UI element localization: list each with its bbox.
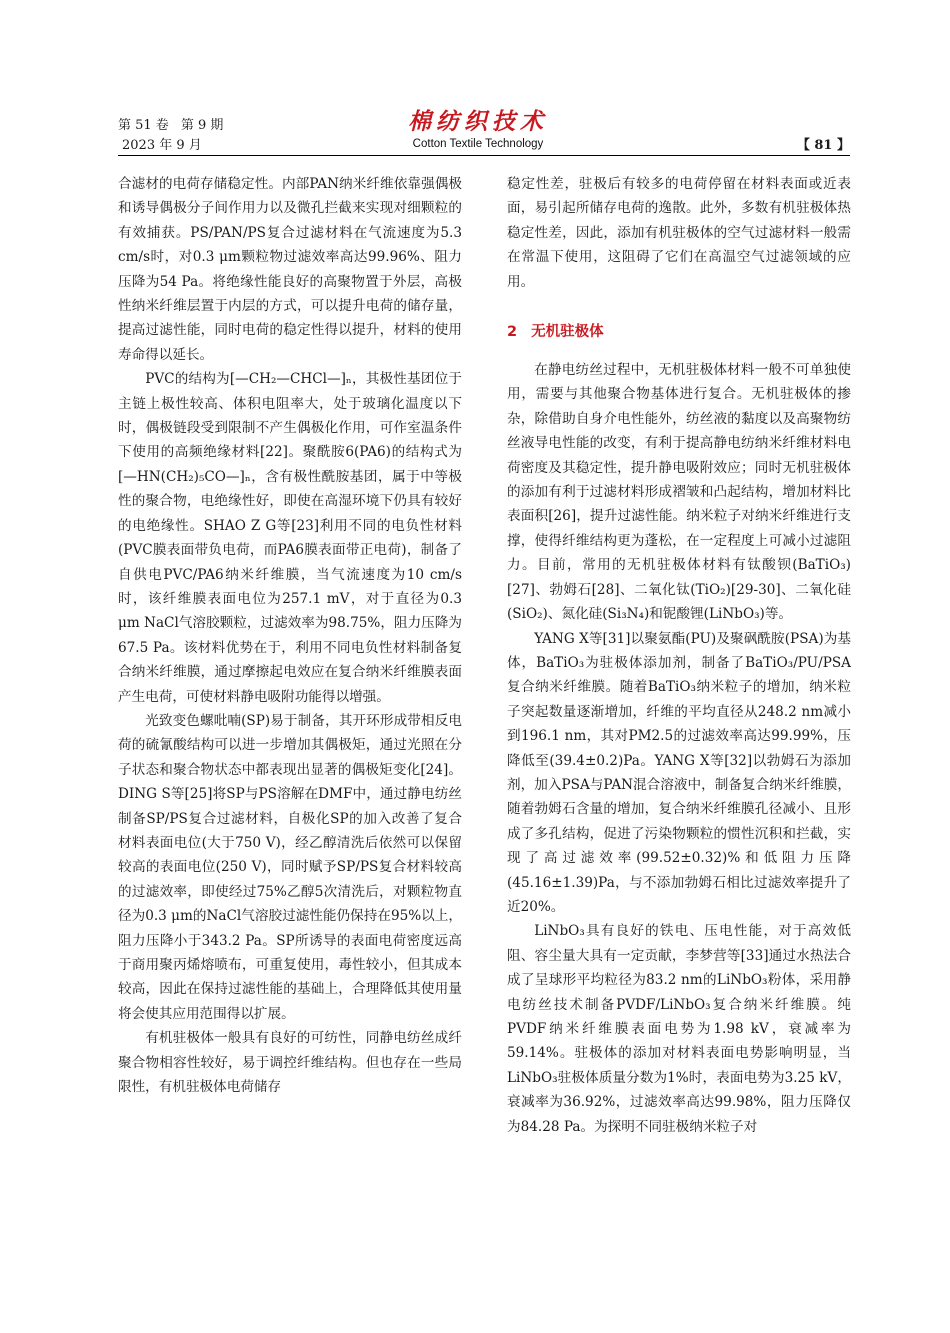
paragraph: YANG X等[31]以聚氨酯(PU)及聚砜酰胺(PSA)为基体，BaTiO₃为驻极体添加剂，制备了BaTiO₃/PU/PSA复合纳米纤维膜。随着BaTiO₃纳米粒子的增加，纳米粒子突起数量逐渐增加，纤维的平均直径从248.2 nm减小到196.1 nm，其对PM2.5的过滤效率高达99.99%，压降低至(39.4±0.2)Pa。YANG X等[32]以勃姆石为添加剂，加入PSA与PAN混合溶液中，制备复合纳米纤维膜，随着勃姆石含量的增加，复合纳米纤维膜孔径减小、且形成了多孔结构，促进了污染物颗粒的惯性沉积和拦截，实现了高过滤效率(99.52±0.32)%和低阻力压降(45.16±1.39)Pa，与不添加勃姆石相比过滤效率提升了近20%。	[507, 630, 851, 915]
volume-label: 第 51 卷	[118, 118, 169, 133]
paragraph: 在静电纺丝过程中，无机驻极体材料一般不可单独使用，需要与其他聚合物基体进行复合。无机驻极体的掺杂，除借助自身介电性能外，纺丝液的黏度以及高聚物纺丝液导电性能的改变，有利于提高静电纺纳米纤维材料电荷密度及其稳定性，提升静电吸附效应；同时无机驻极体的添加有利于过滤材料形成褶皱和凸起结构，增加材料比表面积[26]，提升过滤性能。纳米粒子对纳米纤维进行支撑，使得纤维结构更为蓬松，在一定程度上可减小过滤阻力。目前，常用的无机驻极体材料有钛酸钡(BaTiO₃)[27]、勃姆石[28]、二氧化钛(TiO₂)[29-30]、二氧化硅(SiO₂)、氮化硅(Si₃N₄)和铌酸锂(LiNbO₃)等。	[507, 362, 851, 623]
right-column	[507, 172, 851, 1139]
paragraph: 合滤材的电荷存储稳定性。内部PAN纳米纤维依靠强偶极和诱导偶极分子间作用力以及微孔拦截来实现对细颗粒的有效捕获。PS/PAN/PS复合过滤材料在气流速度为5.3 cm/s时，对0.3 μm颗粒物过滤效率高达99.96%、阻力压降为54 Pa。将绝缘性能良好的高聚物置于外层，高极性纳米纤维层置于内层的方式，可以提升电荷的储存量，提高过滤性能，同时电荷的稳定性得以提升，材料的使用寿命得以延长。	[118, 176, 462, 363]
section-heading	[507, 320, 851, 344]
issue-label: 第 9 期	[180, 118, 224, 133]
paragraph: 稳定性差，驻极后有较多的电荷停留在材料表面或近表面，易引起所储存电荷的逸散。此外，多数有机驻极体热稳定性差，因此，添加有机驻极体的空气过滤材料一般需在常温下使用，这阻碍了它们在高温空气过滤领域的应用。	[507, 176, 851, 290]
issue-info	[118, 116, 235, 156]
issue-date: 2023 年 9 月	[122, 138, 202, 153]
paragraph: 有机驻极体一般具有良好的可纺性，同静电纺丝成纤聚合物相容性较好，易于调控纤维结构。但也存在一些局限性，有机驻极体电荷储存	[118, 1030, 462, 1096]
left-column	[118, 172, 462, 1099]
paragraph: PVC的结构为[—CH₂—CHCl—]ₙ，其极性基团位于主链上极性较高、体积电阻率大，处于玻璃化温度以下时，偶极链段受到限制不产生偶极化作用，可作室温条件下使用的高频绝缘材料[22]。聚酰胺6(PA6)的结构式为[—HN(CH₂)₅CO—]ₙ，含有极性酰胺基团，属于中等极性的聚合物，电绝缘性好，即使在高湿环境下仍具有较好的电绝缘性。SHAO Z G等[23]利用不同的电负性材料(PVC膜表面带负电荷，而PA6膜表面带正电荷)，制备了自供电PVC/PA6纳米纤维膜，当气流速度为10 cm/s时，该纤维膜表面电位为257.1 mV，对于直径为0.3 μm NaCl气溶胶颗粒，过滤效率为98.75%，阻力压降为67.5 Pa。该材料优势在于，利用不同电负性材料制备复合纳米纤维膜，通过摩擦起电效应在复合纳米纤维膜表面产生电荷，可使材料静电吸附功能得以增强。	[118, 371, 462, 705]
journal-title-en: Cotton Textile Technology	[412, 138, 544, 150]
journal-logo: 棉纺织技术	[408, 108, 548, 135]
page-number: 【 81 】	[796, 138, 850, 153]
paragraph: 光致变色螺吡喃(SP)易于制备，其开环形成带相反电荷的硫氰酸结构可以进一步增加其偶极矩，通过光照在分子状态和聚合物状态中都表现出显著的偶极矩变化[24]。DING S等[25]将SP与PS溶解在DMF中，通过静电纺丝制备SP/PS复合过滤材料，自极化SP的加入改善了复合材料表面电位(大于750 V)，经乙醇清洗后依然可以保留较高的表面电位(250 V)，同时赋予SP/PS复合材料较高的过滤效率，即使经过75%乙醇5次清洗后，对颗粒物直径为0.3 μm的NaCl气溶胶过滤性能仍保持在95%以上，阻力压降小于343.2 Pa。SP所诱导的表面电荷密度远高于商用聚丙烯熔喷布，可重复使用，毒性较小，但其成本较高，因此在保持过滤性能的基础上，合理降低其使用量将会使其应用范围得以扩展。	[118, 712, 462, 1022]
journal-masthead	[380, 108, 576, 151]
header-divider	[118, 155, 850, 156]
section-number: 2	[507, 324, 518, 341]
paragraph: LiNbO₃具有良好的铁电、压电性能，对于高效低阻、容尘量大具有一定贡献，李梦营等[33]通过水热法合成了呈球形平均粒径为83.2 nm的LiNbO₃粉体，采用静电纺丝技术制备PVDF/LiNbO₃复合纳米纤维膜。纯PVDF纳米纤维膜表面电势为1.98 kV，衰减率为59.14%。驻极体的添加对材料表面电势影响明显，当LiNbO₃驻极体质量分数为1%时，表面电势为3.25 kV，衰减率为36.92%，过滤效率高达99.98%，阻力压降仅为84.28 Pa。为探明不同驻极纳米粒子对	[507, 923, 851, 1135]
section-title: 无机驻极体	[531, 324, 604, 341]
